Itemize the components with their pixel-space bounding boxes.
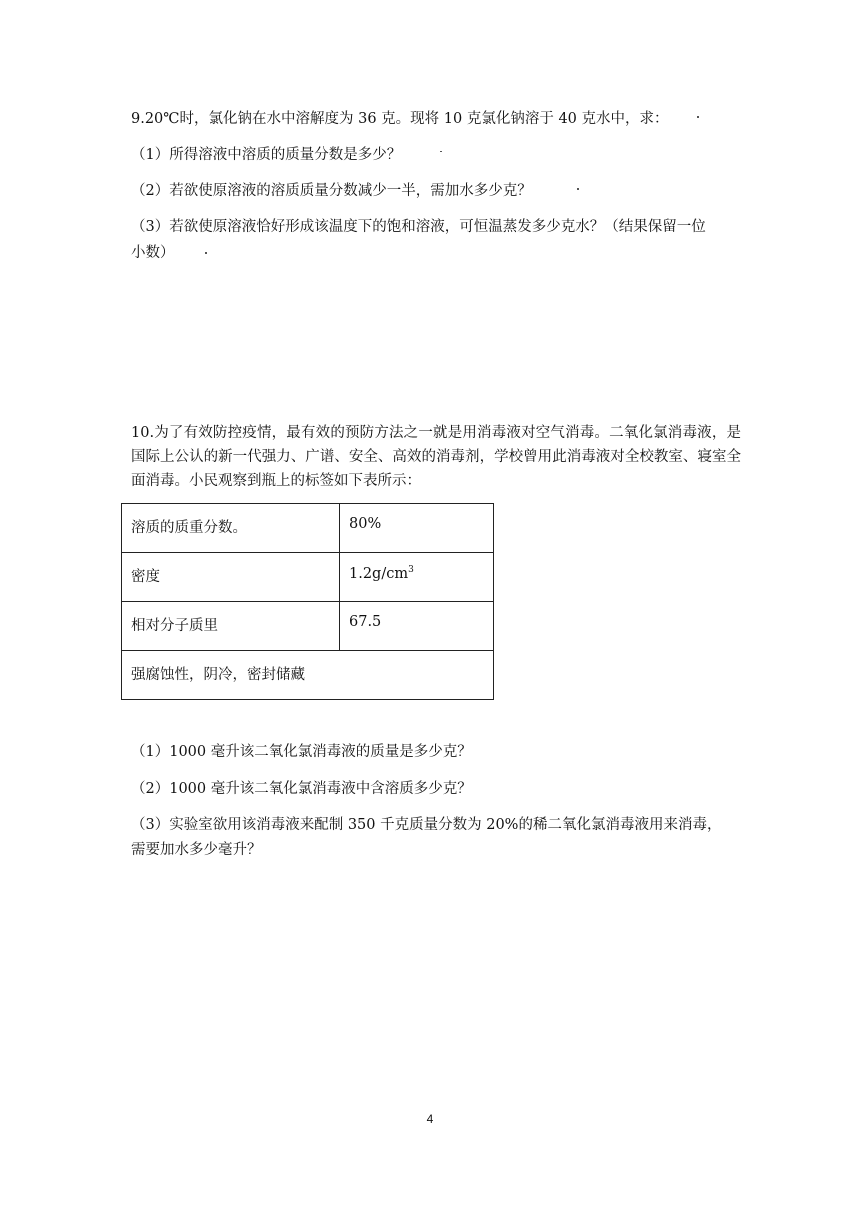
q9-sub3-line1: （3）若欲使原溶液恰好形成该温度下的饱和溶液，可恒温蒸发多少克水？（结果保留一位 — [131, 219, 706, 235]
page-number: 4 — [426, 1112, 434, 1126]
table-row — [122, 602, 494, 651]
table-row — [122, 504, 494, 553]
q9-stem: 9.20℃时，氯化钠在水中溶解度为 36 克。现将 10 克氯化钠溶于 40 克水中，求： — [131, 111, 669, 127]
table-cell: 67.5 — [340, 602, 494, 651]
stray-mark — [205, 252, 207, 254]
table-cell: $1.2g/cm^3$ — [340, 553, 494, 602]
table-row — [122, 651, 494, 700]
stray-mark — [440, 151, 442, 152]
q9-sub1: （1）所得溶液中溶质的质量分数是多少？ — [131, 147, 402, 163]
stray-mark — [697, 116, 699, 118]
q10-sub3-line1: （3）实验室欲用该消毒液来配制 350 千克质量分数为 20%的稀二氧化氯消毒液用来消毒， — [131, 817, 722, 833]
table-row — [122, 553, 494, 602]
table-cell: 80% — [340, 504, 494, 553]
q10-sub2: （2）1000 毫升该二氧化氯消毒液中含溶质多少克？ — [131, 781, 472, 797]
q10-sub1: （1）1000 毫升该二氧化氯消毒液的质量是多少克？ — [131, 744, 472, 760]
bottle-label-table — [121, 503, 494, 700]
table-cell: 相对分子质里 — [122, 602, 340, 651]
q9-sub2: （2）若欲使原溶液的溶质质量分数减少一半，需加水多少克？ — [131, 183, 532, 199]
table-cell: 密度 — [122, 553, 340, 602]
q10-sub3-line2: 需要加水多少毫升？ — [131, 842, 262, 858]
q10-stem: 10.为了有效防控疫情，最有效的预防方法之一就是用消毒液对空气消毒。二氧化氯消毒液，是国际上公认的新一代强力、广谱、安全、高效的消毒剂，学校曾用此消毒液对全校教室、寝室全面消毒。小民观察到瓶上的标签如下表所示： — [131, 425, 741, 489]
table-note-cell: 强腐蚀性，阴冷，密封储藏 — [122, 651, 494, 700]
q9-sub3-line2: 小数） — [131, 245, 175, 261]
table-cell: 溶质的质重分数。 — [122, 504, 340, 553]
stray-mark — [577, 188, 579, 190]
